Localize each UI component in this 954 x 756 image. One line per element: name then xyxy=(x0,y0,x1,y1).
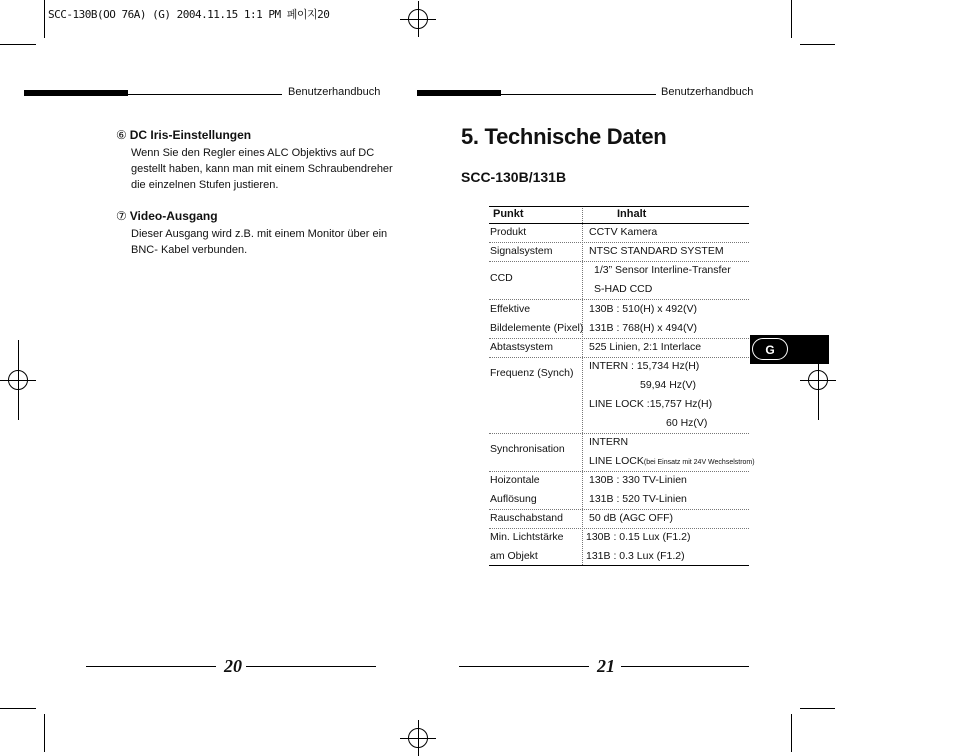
spec-label: Rauschabstand xyxy=(490,512,563,524)
section-heading: Video-Ausgang xyxy=(129,209,218,223)
spec-label: Frequenz (Synch) xyxy=(490,367,574,379)
row-divider xyxy=(489,509,749,510)
spec-value xyxy=(589,455,755,467)
section-marker: ⑦ xyxy=(116,209,127,223)
spec-label: Min. Lichtstärke xyxy=(490,531,564,543)
spec-value-text: LINE LOCK xyxy=(589,455,644,467)
table-top-rule xyxy=(489,206,749,207)
spec-value: 131B : 768(H) x 494(V) xyxy=(589,322,697,334)
column-header-punkt: Punkt xyxy=(493,208,524,220)
page-number: 20 xyxy=(224,656,242,676)
footer-rule-left xyxy=(459,666,589,667)
table-bottom-rule xyxy=(489,565,749,566)
spec-value: 131B : 520 TV-Linien xyxy=(589,493,687,505)
spec-label: Signalsystem xyxy=(490,245,553,257)
section-marker: ⑥ xyxy=(116,128,127,142)
header-bar xyxy=(417,90,501,96)
footer-rule-right xyxy=(621,666,749,667)
table-header-rule xyxy=(489,223,749,224)
spec-value: 131B : 0.3 Lux (F1.2) xyxy=(586,550,685,562)
spec-value: 50 dB (AGC OFF) xyxy=(589,512,674,524)
row-divider xyxy=(489,433,749,434)
spec-value: INTERN xyxy=(589,436,629,448)
spec-label: Effektive xyxy=(490,303,531,315)
text-line: gestellt haben, kann man mit einem Schraubendreher xyxy=(131,163,393,175)
row-divider xyxy=(489,357,749,358)
print-slug: SCC-130B(OO 76A) (G) 2004.11.15 1:1 PM 페이지20 xyxy=(48,8,330,21)
section-heading: DC Iris-Einstellungen xyxy=(129,128,252,142)
model-heading: SCC-130B/131B xyxy=(461,169,567,185)
spec-label: Produkt xyxy=(490,226,527,238)
text-line: die einzelnen Stufen justieren. xyxy=(131,179,279,191)
section-body xyxy=(131,226,387,258)
footer-rule-left xyxy=(86,666,216,667)
row-divider xyxy=(489,338,749,339)
page-header: Benutzerhandbuch xyxy=(288,86,381,98)
page-title: 5. Technische Daten xyxy=(461,124,667,149)
row-divider xyxy=(489,261,749,262)
spec-value: NTSC STANDARD SYSTEM xyxy=(589,245,724,257)
spec-label: Abtastsystem xyxy=(490,341,554,353)
header-bar xyxy=(24,90,128,96)
spec-label: am Objekt xyxy=(490,550,538,562)
spec-value-note: (bei Einsatz mit 24V Wechselstrom) xyxy=(643,459,755,466)
registration-mark-bottom xyxy=(400,720,436,756)
spec-value: 525 Linien, 2:1 Interlace xyxy=(589,341,702,353)
row-divider xyxy=(489,471,749,472)
page-header: Benutzerhandbuch xyxy=(661,86,754,98)
language-tab-badge: G xyxy=(752,338,788,360)
spec-value: 130B : 510(H) x 492(V) xyxy=(589,303,697,315)
column-header-inhalt: Inhalt xyxy=(617,208,647,220)
row-divider xyxy=(489,299,749,300)
registration-mark-top xyxy=(400,1,436,37)
spec-label: Synchronisation xyxy=(490,443,565,455)
spec-value: S-HAD CCD xyxy=(594,283,653,295)
text-line: Wenn Sie den Regler eines ALC Objektivs auf DC xyxy=(131,147,375,159)
spec-value: CCTV Kamera xyxy=(589,226,658,238)
spec-label: Auflösung xyxy=(490,493,537,505)
spec-value: INTERN : 15,734 Hz(H) xyxy=(589,360,700,372)
section-body xyxy=(131,145,393,193)
spec-label: CCD xyxy=(490,272,513,284)
section-video-ausgang xyxy=(116,209,218,223)
spec-value: 60 Hz(V) xyxy=(666,417,708,429)
spec-value: 1/3” Sensor Interline-Transfer xyxy=(594,264,731,276)
spec-value: 130B : 330 TV-Linien xyxy=(589,474,687,486)
spec-value: 59,94 Hz(V) xyxy=(640,379,697,391)
text-line: Dieser Ausgang wird z.B. mit einem Monitor über ein xyxy=(131,228,388,240)
footer-rule-right xyxy=(246,666,376,667)
spec-label: Bildelemente (Pixel) xyxy=(490,322,584,334)
spec-value: LINE LOCK :15,757 Hz(H) xyxy=(589,398,713,410)
page-number: 21 xyxy=(597,656,615,676)
spec-value: 130B : 0.15 Lux (F1.2) xyxy=(586,531,691,543)
spec-label: Hoizontale xyxy=(490,474,540,486)
header-rule xyxy=(501,94,656,95)
registration-line-left xyxy=(18,340,19,420)
text-line: BNC- Kabel verbunden. xyxy=(131,244,248,256)
section-dc-iris xyxy=(116,128,251,142)
row-divider xyxy=(489,528,749,529)
header-rule xyxy=(128,94,282,95)
row-divider xyxy=(489,242,749,243)
